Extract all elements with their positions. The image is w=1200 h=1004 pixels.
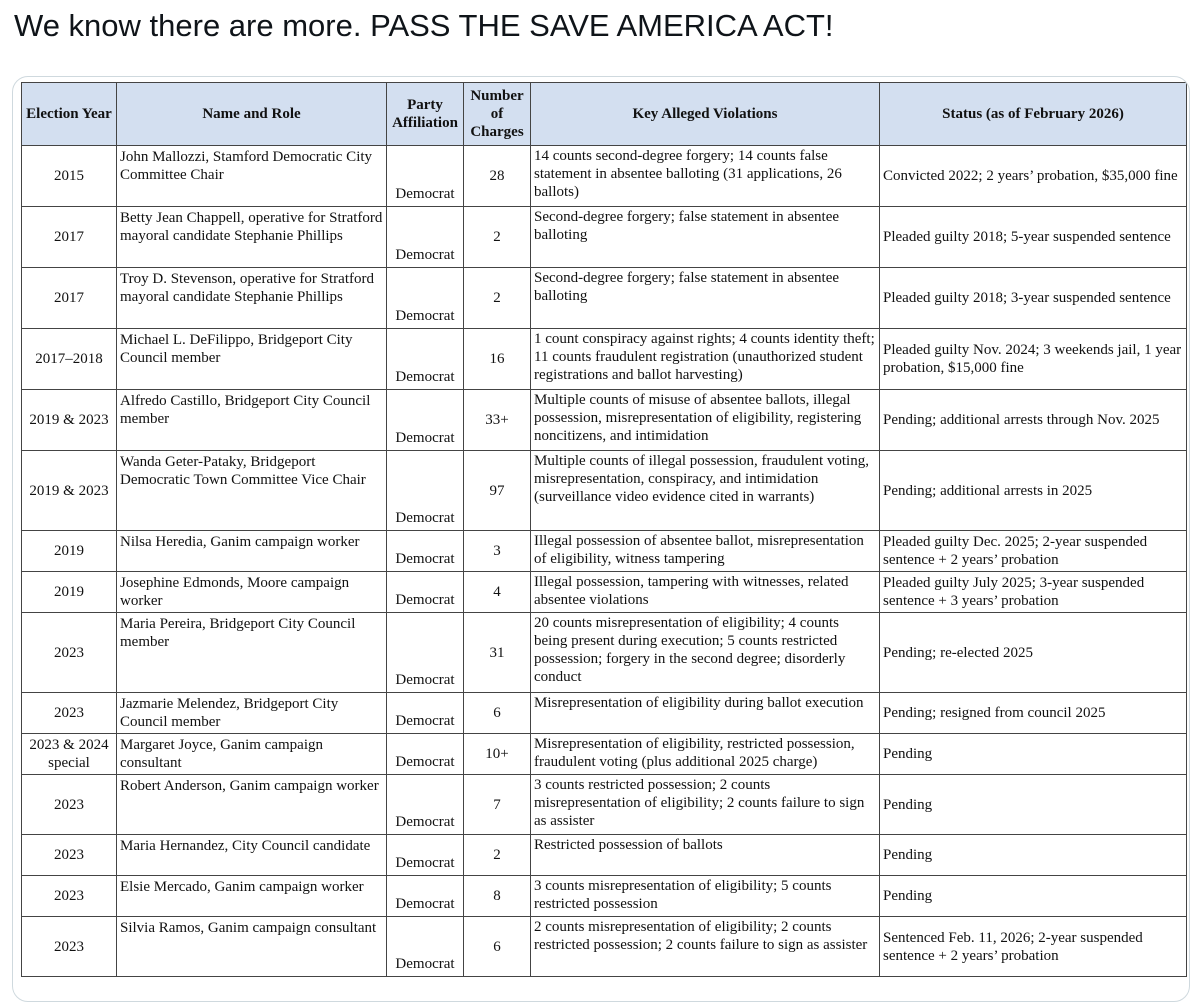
cell-year: 2019	[22, 572, 117, 613]
cell-name-role: Wanda Geter-Pataky, Bridgeport Democratic Town Committee Vice Chair	[117, 451, 387, 531]
cell-charges: 10+	[464, 734, 531, 775]
cell-charges: 2	[464, 207, 531, 268]
header-charges: Number of Charges	[464, 83, 531, 146]
cell-name-role: Maria Pereira, Bridgeport City Council member	[117, 613, 387, 693]
cell-year: 2017	[22, 268, 117, 329]
cell-year: 2015	[22, 146, 117, 207]
cell-charges: 4	[464, 572, 531, 613]
cell-status: Pending; re-elected 2025	[880, 613, 1187, 693]
cell-name-role: Betty Jean Chappell, operative for Stratford mayoral candidate Stephanie Phillips	[117, 207, 387, 268]
cell-violations: Restricted possession of ballots	[531, 835, 880, 876]
table-header-row	[22, 83, 1187, 146]
cell-charges: 2	[464, 835, 531, 876]
cell-party: Democrat	[387, 835, 464, 876]
cell-party: Democrat	[387, 531, 464, 572]
cell-party: Democrat	[387, 451, 464, 531]
cell-charges: 3	[464, 531, 531, 572]
cell-party: Democrat	[387, 390, 464, 451]
cell-violations: Misrepresentation of eligibility, restricted possession, fraudulent voting (plus additional 2025 charge)	[531, 734, 880, 775]
cell-status: Convicted 2022; 2 years’ probation, $35,000 fine	[880, 146, 1187, 207]
cell-name-role: John Mallozzi, Stamford Democratic City Committee Chair	[117, 146, 387, 207]
cell-party: Democrat	[387, 734, 464, 775]
cell-status: Pleaded guilty Nov. 2024; 3 weekends jail, 1 year probation, $15,000 fine	[880, 329, 1187, 390]
cell-charges: 2	[464, 268, 531, 329]
cell-party: Democrat	[387, 268, 464, 329]
cell-violations: Multiple counts of misuse of absentee ballots, illegal possession, misrepresentation of eligibility, registering noncitizens, and intimidation	[531, 390, 880, 451]
cell-party: Democrat	[387, 876, 464, 917]
cell-name-role: Troy D. Stevenson, operative for Stratford mayoral candidate Stephanie Phillips	[117, 268, 387, 329]
cell-name-role: Michael L. DeFilippo, Bridgeport City Council member	[117, 329, 387, 390]
table-row	[22, 917, 1187, 977]
table-row	[22, 207, 1187, 268]
cell-charges: 33+	[464, 390, 531, 451]
cell-charges: 16	[464, 329, 531, 390]
cell-name-role: Robert Anderson, Ganim campaign worker	[117, 775, 387, 835]
cell-status: Pleaded guilty 2018; 3-year suspended sentence	[880, 268, 1187, 329]
cell-status: Pending	[880, 835, 1187, 876]
cell-year: 2019 & 2023	[22, 451, 117, 531]
cell-violations: Multiple counts of illegal possession, fraudulent voting, misrepresentation, conspiracy, and intimidation (surveillance video evidence cited in warrants)	[531, 451, 880, 531]
cell-charges: 7	[464, 775, 531, 835]
cell-party: Democrat	[387, 572, 464, 613]
cell-name-role: Maria Hernandez, City Council candidate	[117, 835, 387, 876]
cell-year: 2023	[22, 613, 117, 693]
cell-violations: Misrepresentation of eligibility during ballot execution	[531, 693, 880, 734]
table-body	[22, 146, 1187, 977]
table-row	[22, 693, 1187, 734]
cell-year: 2017	[22, 207, 117, 268]
cell-violations: Illegal possession, tampering with witnesses, related absentee violations	[531, 572, 880, 613]
cell-violations: Second-degree forgery; false statement in absentee balloting	[531, 207, 880, 268]
cell-year: 2023	[22, 917, 117, 977]
header-name-role: Name and Role	[117, 83, 387, 146]
cell-party: Democrat	[387, 775, 464, 835]
cell-year: 2023	[22, 876, 117, 917]
table-row	[22, 451, 1187, 531]
charges-table	[21, 82, 1187, 977]
cell-charges: 28	[464, 146, 531, 207]
header-status: Status (as of February 2026)	[880, 83, 1187, 146]
cell-status: Pending; additional arrests through Nov. 2025	[880, 390, 1187, 451]
cell-charges: 6	[464, 693, 531, 734]
cell-party: Democrat	[387, 613, 464, 693]
cell-name-role: Silvia Ramos, Ganim campaign consultant	[117, 917, 387, 977]
cell-charges: 6	[464, 917, 531, 977]
cell-violations: 2 counts misrepresentation of eligibility; 2 counts restricted possession; 2 counts failure to sign as assister	[531, 917, 880, 977]
cell-year: 2019 & 2023	[22, 390, 117, 451]
cell-year: 2023 & 2024 special	[22, 734, 117, 775]
cell-status: Pending	[880, 734, 1187, 775]
cell-name-role: Nilsa Heredia, Ganim campaign worker	[117, 531, 387, 572]
post-image[interactable]	[12, 76, 1190, 1002]
table-row	[22, 531, 1187, 572]
table-row	[22, 390, 1187, 451]
table-row	[22, 876, 1187, 917]
cell-status: Pending	[880, 775, 1187, 835]
cell-party: Democrat	[387, 207, 464, 268]
cell-year: 2019	[22, 531, 117, 572]
cell-status: Pending	[880, 876, 1187, 917]
cell-name-role: Alfredo Castillo, Bridgeport City Council member	[117, 390, 387, 451]
cell-violations: 3 counts misrepresentation of eligibility; 5 counts restricted possession	[531, 876, 880, 917]
table-row	[22, 146, 1187, 207]
header-violations: Key Alleged Violations	[531, 83, 880, 146]
cell-charges: 97	[464, 451, 531, 531]
cell-status: Pleaded guilty July 2025; 3-year suspended sentence + 3 years’ probation	[880, 572, 1187, 613]
cell-year: 2023	[22, 775, 117, 835]
table-row	[22, 572, 1187, 613]
cell-year: 2023	[22, 835, 117, 876]
cell-name-role: Elsie Mercado, Ganim campaign worker	[117, 876, 387, 917]
cell-year: 2023	[22, 693, 117, 734]
cell-party: Democrat	[387, 917, 464, 977]
table-row	[22, 268, 1187, 329]
header-party: Party Affiliation	[387, 83, 464, 146]
cell-status: Sentenced Feb. 11, 2026; 2-year suspended sentence + 2 years’ probation	[880, 917, 1187, 977]
post-text: We know there are more. PASS THE SAVE AMERICA ACT!	[14, 8, 834, 43]
table-row	[22, 775, 1187, 835]
cell-status: Pleaded guilty 2018; 5-year suspended sentence	[880, 207, 1187, 268]
cell-status: Pending; additional arrests in 2025	[880, 451, 1187, 531]
cell-year: 2017–2018	[22, 329, 117, 390]
cell-name-role: Josephine Edmonds, Moore campaign worker	[117, 572, 387, 613]
table-row	[22, 734, 1187, 775]
cell-charges: 31	[464, 613, 531, 693]
cell-violations: 14 counts second-degree forgery; 14 counts false statement in absentee balloting (31 applications, 26 ballots)	[531, 146, 880, 207]
cell-violations: 3 counts restricted possession; 2 counts misrepresentation of eligibility; 2 counts failure to sign as assister	[531, 775, 880, 835]
cell-violations: 20 counts misrepresentation of eligibility; 4 counts being present during execution; 5 counts restricted possession; forgery in the second degree; disorderly conduct	[531, 613, 880, 693]
cell-violations: Illegal possession of absentee ballot, misrepresentation of eligibility, witness tampering	[531, 531, 880, 572]
cell-party: Democrat	[387, 329, 464, 390]
cell-name-role: Jazmarie Melendez, Bridgeport City Council member	[117, 693, 387, 734]
cell-party: Democrat	[387, 146, 464, 207]
table-row	[22, 835, 1187, 876]
cell-status: Pleaded guilty Dec. 2025; 2-year suspended sentence + 2 years’ probation	[880, 531, 1187, 572]
cell-party: Democrat	[387, 693, 464, 734]
cell-status: Pending; resigned from council 2025	[880, 693, 1187, 734]
cell-violations: Second-degree forgery; false statement in absentee balloting	[531, 268, 880, 329]
table-row	[22, 329, 1187, 390]
header-election-year: Election Year	[22, 83, 117, 146]
cell-name-role: Margaret Joyce, Ganim campaign consultant	[117, 734, 387, 775]
table-row	[22, 613, 1187, 693]
cell-charges: 8	[464, 876, 531, 917]
cell-violations: 1 count conspiracy against rights; 4 counts identity theft; 11 counts fraudulent registration (unauthorized student registrations and ballot harvesting)	[531, 329, 880, 390]
